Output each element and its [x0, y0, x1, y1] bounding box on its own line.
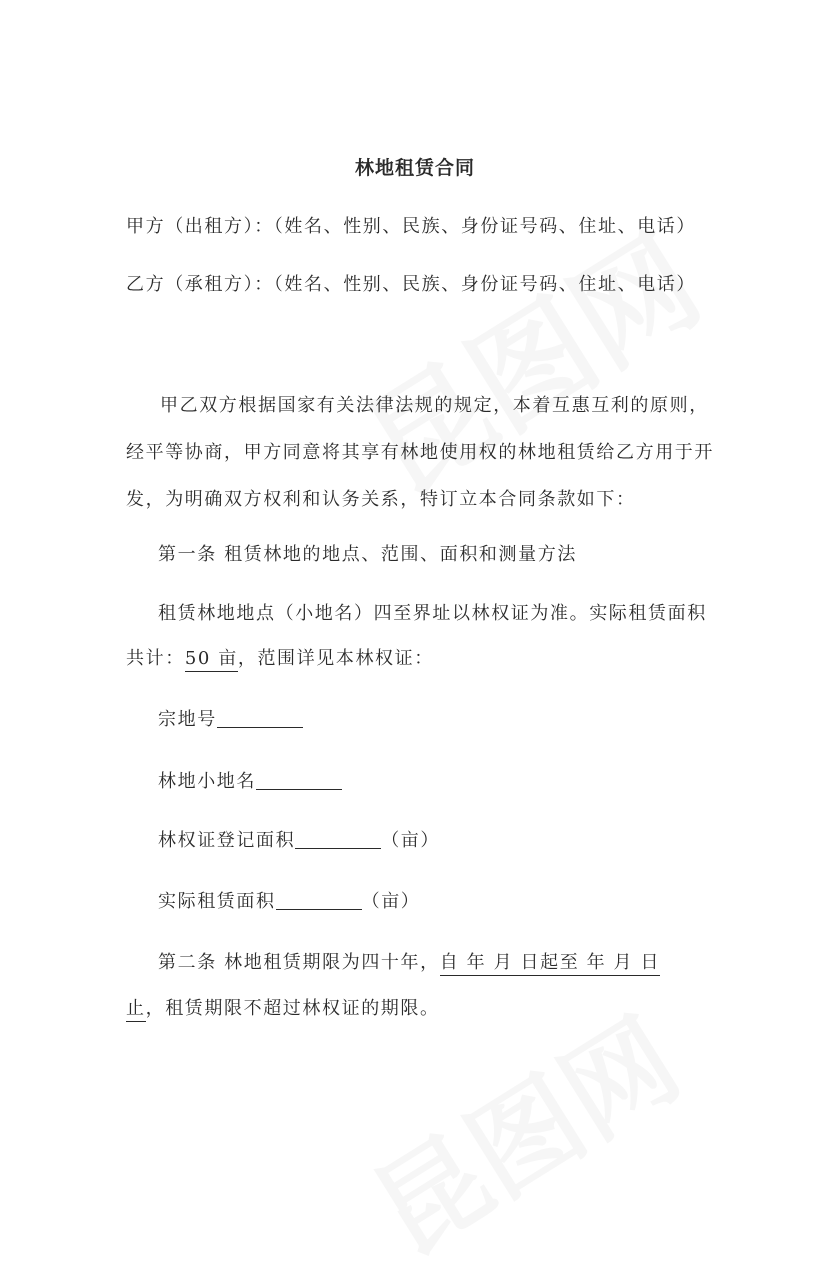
field-cert-area — [158, 826, 440, 852]
page-title: 林地租赁合同 — [354, 157, 475, 179]
watermark — [330, 189, 726, 526]
unit-label: （亩） — [381, 830, 441, 851]
article1-heading: 第一条 租赁林地的地点、范围、面积和测量方法 — [158, 544, 577, 565]
field-label: 林权证登记面积 — [158, 830, 296, 851]
article2-suffix: ，租赁期限不超过林权证的期限。 — [145, 998, 440, 1019]
field-actual-area — [158, 887, 420, 913]
field-label: 宗地号 — [158, 709, 217, 730]
party-b-line: 乙方（承租方）：（姓名、性别、民族、身份证号码、住址、电话） — [126, 274, 696, 295]
intro-paragraph-line: 甲乙双方根据国家有关法律法规的规定，本着互惠互利的原则， — [160, 395, 709, 416]
watermark — [340, 975, 704, 1284]
article2-line — [126, 994, 440, 1020]
article1-area-prefix: 共计： — [126, 648, 185, 669]
article2-period: 自 年 月 日起至 年 月 日 — [440, 952, 660, 976]
intro-paragraph-line: 发，为明确双方权利和认务关系，特订立本合同条款如下： — [126, 489, 636, 510]
article2-prefix: 第二条 林地租赁期限为四十年， — [158, 952, 440, 973]
article1-line: 租赁林地地点（小地名）四至界址以林权证为准。实际租赁面积 — [158, 603, 707, 624]
article1-line — [126, 644, 434, 670]
blank-line — [295, 830, 381, 849]
article1-area-suffix: ，范围详见本林权证： — [237, 648, 434, 669]
unit-label: （亩） — [361, 891, 421, 912]
blank-line — [276, 891, 362, 910]
party-a-line: 甲方（出租方）：（姓名、性别、民族、身份证号码、住址、电话） — [126, 216, 696, 237]
field-parcel-number — [158, 705, 303, 731]
blank-line — [256, 771, 342, 790]
field-label: 林地小地名 — [158, 771, 256, 792]
intro-paragraph-line: 经平等协商，甲方同意将其享有林地使用权的林地租赁给乙方用于开 — [126, 442, 714, 463]
article2-line — [158, 948, 660, 974]
article2-period-end: 止 — [126, 998, 146, 1022]
article1-area-value: 50 亩 — [185, 648, 238, 672]
blank-line — [217, 709, 303, 728]
field-place-name — [158, 767, 342, 793]
field-label: 实际租赁面积 — [158, 891, 276, 912]
